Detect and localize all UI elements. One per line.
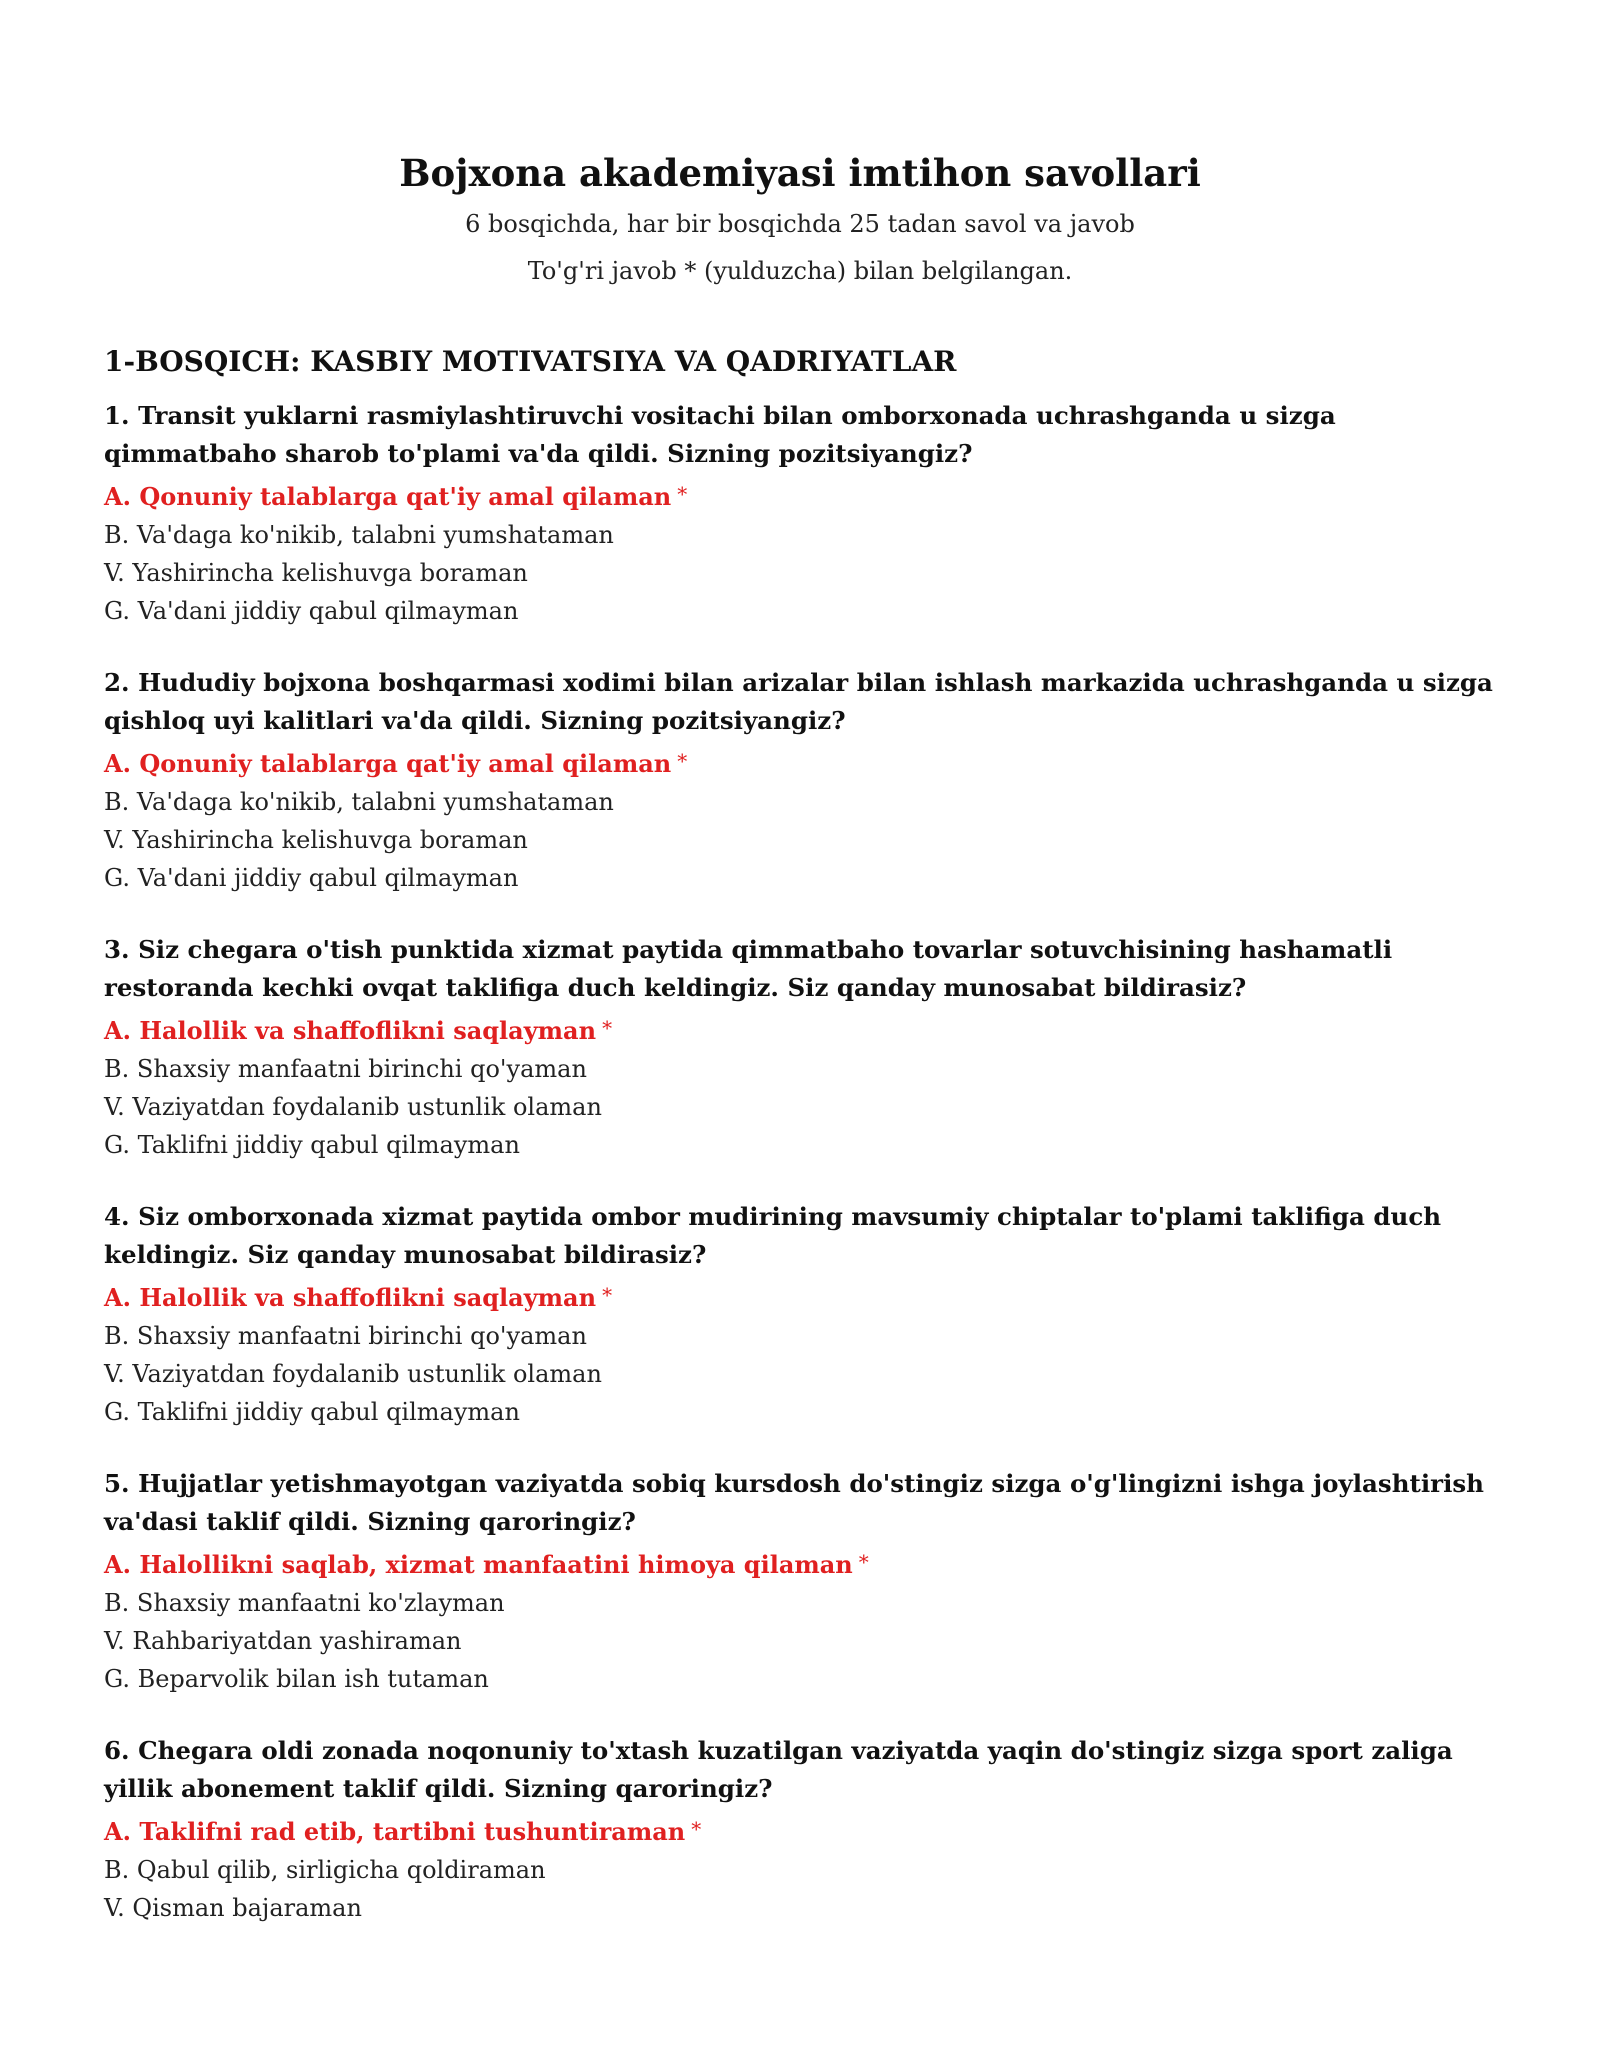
answer-option: B. Shaxsiy manfaatni birinchi qo'yaman bbox=[104, 1321, 587, 1350]
question-text: 3. Siz chegara o'tish punktida xizmat paytida qimmatbaho tovarlar sotuvchisining hashamatli restoranda kechki ovqat taklifiga duch keldingiz. Siz qanday munosabat bildirasiz? bbox=[104, 934, 1393, 1002]
question-text: 6. Chegara oldi zonada noqonuniy to'xtash kuzatilgan vaziyatda yaqin do'stingiz sizga sport zaliga yillik abonement taklif qildi. Sizning qaroringiz? bbox=[104, 1735, 1453, 1803]
answer-option: G. Taklifni jiddiy qabul qilmayman bbox=[104, 1130, 520, 1159]
option-label: A. Taklifni rad etib, tartibni tushuntiraman bbox=[104, 1816, 686, 1846]
question-text: 4. Siz omborxonada xizmat paytida ombor mudirining mavsumiy chiptalar to'plami taklifiga duch keldingiz. Siz qanday munosabat bildirasiz? bbox=[104, 1201, 1442, 1269]
answer-key-note: To'g'ri javob * (yulduzcha) bilan belgilangan. bbox=[527, 256, 1073, 285]
answer-option: V. Rahbariyatdan yashiraman bbox=[104, 1626, 462, 1655]
option-label: A. Qonuniy talablarga qat'iy amal qilaman bbox=[104, 481, 672, 511]
answer-option: V. Vaziyatdan foydalanib ustunlik olaman bbox=[104, 1359, 602, 1388]
question-text: 1. Transit yuklarni rasmiylashtiruvchi vositachi bilan omborxonada uchrashganda u sizga qimmatbaho sharob to'plami va'da qildi. Sizning pozitsiyangiz? bbox=[104, 400, 1336, 468]
answer-option: V. Yashirincha kelishuvga boraman bbox=[104, 825, 528, 854]
question-item bbox=[104, 397, 1496, 630]
answer-option: G. Va'dani jiddiy qabul qilmayman bbox=[104, 863, 519, 892]
question-list bbox=[104, 397, 1496, 1927]
correct-star-mark: * bbox=[858, 1549, 869, 1574]
correct-star-mark: * bbox=[677, 481, 688, 506]
answer-option: G. Taklifni jiddiy qabul qilmayman bbox=[104, 1397, 520, 1426]
question-item bbox=[104, 664, 1496, 897]
answer-option: V. Yashirincha kelishuvga boraman bbox=[104, 558, 528, 587]
correct-star-mark: * bbox=[602, 1282, 613, 1307]
option-label: A. Halollik va shaffoflikni saqlayman bbox=[104, 1282, 597, 1312]
question-item bbox=[104, 1465, 1496, 1698]
answer-option-correct bbox=[104, 1543, 1496, 1584]
answer-option-correct bbox=[104, 1810, 1496, 1851]
answer-option: B. Shaxsiy manfaatni ko'zlayman bbox=[104, 1588, 505, 1617]
option-label: A. Qonuniy talablarga qat'iy amal qilaman bbox=[104, 748, 672, 778]
answer-option-correct bbox=[104, 1009, 1496, 1050]
answer-option: V. Qisman bajaraman bbox=[104, 1893, 362, 1922]
question-item bbox=[104, 1198, 1496, 1431]
question-item bbox=[104, 931, 1496, 1164]
answer-option: B. Shaxsiy manfaatni birinchi qo'yaman bbox=[104, 1054, 587, 1083]
option-label: A. Halollik va shaffoflikni saqlayman bbox=[104, 1015, 597, 1045]
option-label: A. Halollikni saqlab, xizmat manfaatini himoya qilaman bbox=[104, 1549, 853, 1579]
page-subtitle: 6 bosqichda, har bir bosqichda 25 tadan savol va javob bbox=[465, 210, 1135, 239]
correct-star-mark: * bbox=[691, 1816, 702, 1841]
page-title: Bojxona akademiyasi imtihon savollari bbox=[399, 151, 1201, 195]
answer-option-correct bbox=[104, 742, 1496, 783]
answer-option: G. Va'dani jiddiy qabul qilmayman bbox=[104, 596, 519, 625]
question-text: 5. Hujjatlar yetishmayotgan vaziyatda sobiq kursdosh do'stingiz sizga o'g'lingizni ishga joylashtirish va'dasi taklif qildi. Sizning qaroringiz? bbox=[104, 1468, 1484, 1536]
answer-option-correct bbox=[104, 1276, 1496, 1317]
answer-option-correct bbox=[104, 475, 1496, 516]
answer-option: B. Qabul qilib, sirligicha qoldiraman bbox=[104, 1855, 546, 1884]
answer-option: V. Vaziyatdan foydalanib ustunlik olaman bbox=[104, 1092, 602, 1121]
answer-option: B. Va'daga ko'nikib, talabni yumshataman bbox=[104, 787, 614, 816]
stage-heading: 1-BOSQICH: KASBIY MOTIVATSIYA VA QADRIYATLAR bbox=[104, 345, 957, 379]
answer-option: B. Va'daga ko'nikib, talabni yumshataman bbox=[104, 520, 614, 549]
question-item bbox=[104, 1732, 1496, 1927]
question-text: 2. Hududiy bojxona boshqarmasi xodimi bilan arizalar bilan ishlash markazida uchrashganda u sizga qishloq uyi kalitlari va'da qildi. Sizning pozitsiyangiz? bbox=[104, 667, 1493, 735]
answer-option: G. Beparvolik bilan ish tutaman bbox=[104, 1664, 489, 1693]
correct-star-mark: * bbox=[602, 1015, 613, 1040]
correct-star-mark: * bbox=[677, 748, 688, 773]
